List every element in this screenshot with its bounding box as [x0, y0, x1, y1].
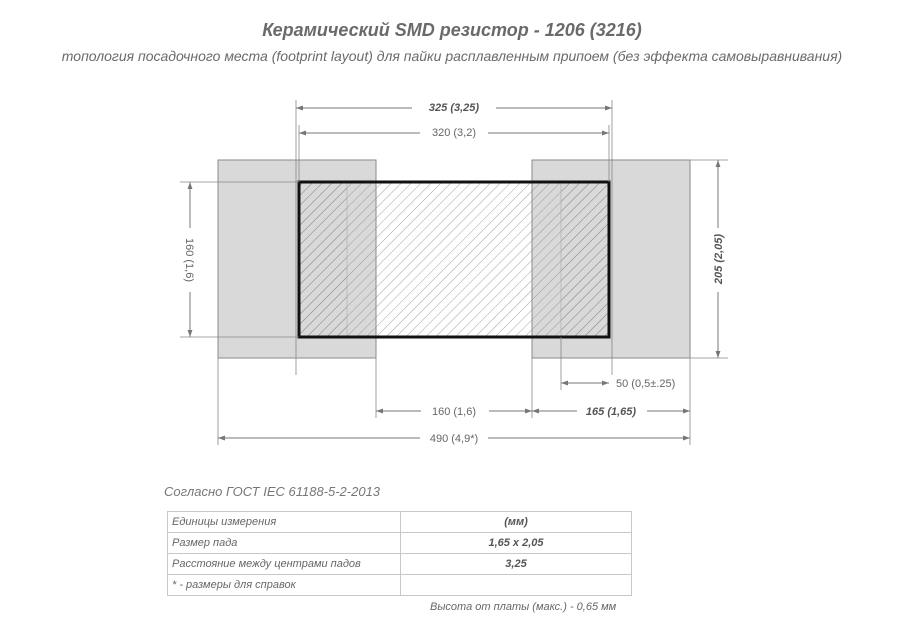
dim-label-terminal: 50 (0,5±.25) [616, 378, 676, 390]
dim-label-pitch: 325 (3,25) [428, 102, 480, 114]
table-cell-label: Расстояние между центрами падов [168, 554, 401, 575]
table-cell-value: (мм) [401, 512, 632, 533]
table-row [168, 554, 632, 575]
table-cell-value: 3,25 [401, 554, 632, 575]
table-row [168, 533, 632, 554]
terminal-left [299, 182, 347, 337]
dim-label-body-width: 160 (1,6) [183, 237, 195, 283]
page-title: Керамический SMD резистор - 1206 (3216) [262, 20, 642, 40]
height-note: Высота от платы (макс.) - 0,65 мм [430, 601, 617, 613]
dim-label-overall: 490 (4,9*) [429, 433, 479, 445]
dim-label-pad-height: 205 (2,05) [713, 233, 725, 285]
table-cell-label: Размер пада [168, 533, 401, 554]
page-subtitle: топология посадочного места (footprint layout) для пайки расплавленным припоем (без эффекта самовыравнивания) [61, 48, 843, 64]
table-row [168, 575, 632, 596]
table-cell-value [401, 575, 632, 596]
standard-reference: Согласно ГОСТ IEC 61188-5-2-2013 [164, 484, 381, 499]
dim-label-pad-width: 165 (1,65) [585, 406, 637, 418]
terminal-right [561, 182, 609, 337]
table-cell-value: 1,65 x 2,05 [401, 533, 632, 554]
dim-label-gap: 160 (1,6) [431, 406, 477, 418]
table-cell-label: * - размеры для справок [168, 575, 401, 596]
table-cell-label: Единицы измерения [168, 512, 401, 533]
table-row [168, 512, 632, 533]
dim-label-body-length: 320 (3,2) [431, 127, 477, 139]
spec-table [167, 511, 632, 596]
